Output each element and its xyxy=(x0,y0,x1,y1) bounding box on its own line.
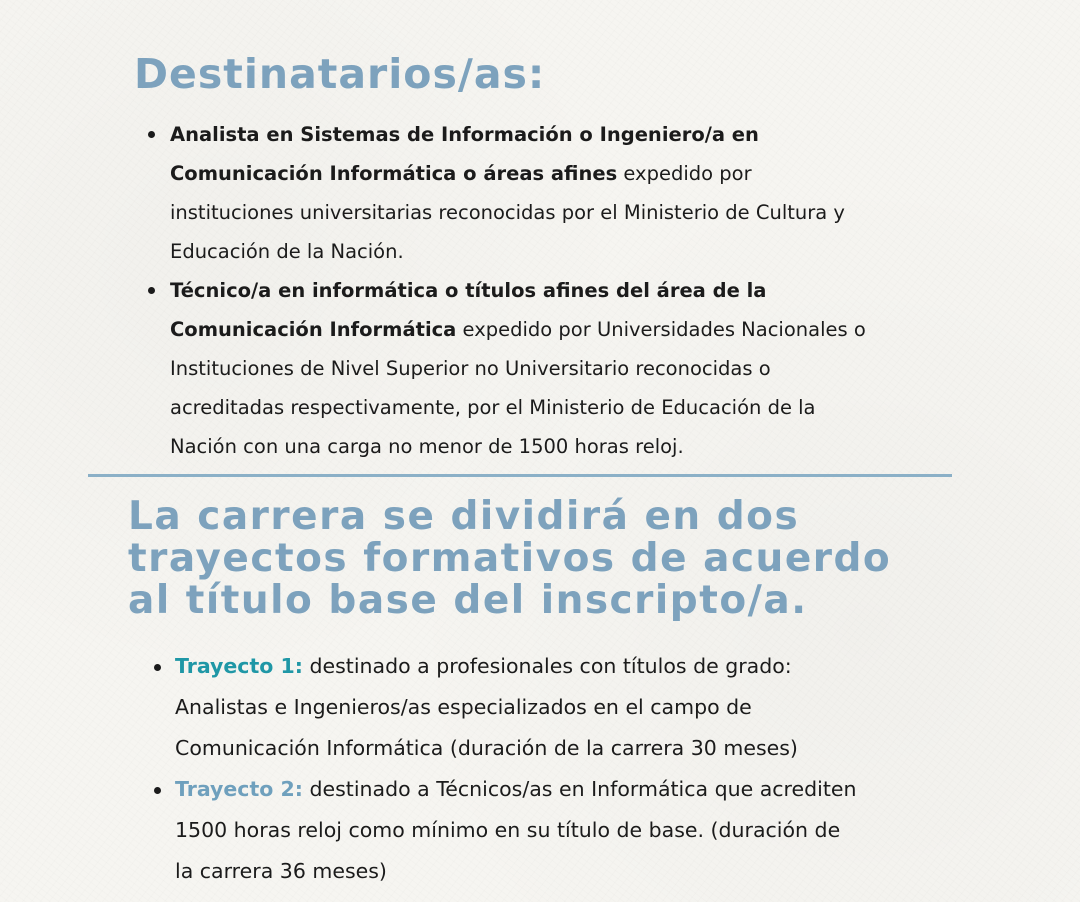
destinatarios-item-1-bold-text: Comunicación Informática o áreas afines xyxy=(170,162,618,185)
destinatarios-item-1-line-4: Educación de la Nación. xyxy=(170,240,404,263)
trayecto-item-2 xyxy=(175,769,975,892)
trayectos-heading-line-3: al título base del inscripto/a. xyxy=(128,578,808,623)
trayectos-heading xyxy=(128,496,891,622)
destinatarios-item-1-line-2 xyxy=(170,154,970,193)
trayecto-item-1 xyxy=(175,646,975,769)
trayecto-2-line-1 xyxy=(175,769,975,810)
destinatarios-item-2-line-3: Instituciones de Nivel Superior no Universitario reconocidas o xyxy=(170,357,771,380)
trayecto-2-line-2: 1500 horas reloj como mínimo en su título de base. (duración de xyxy=(175,818,841,842)
trayecto-1-text: destinado a profesionales con títulos de grado: xyxy=(302,654,792,678)
destinatarios-item-2-bold-text: Comunicación Informática xyxy=(170,318,457,341)
bullet-icon xyxy=(148,287,155,294)
destinatarios-item-analista xyxy=(170,115,970,271)
trayectos-list xyxy=(175,646,975,892)
destinatarios-item-1-line-1: Analista en Sistemas de Información o Ingeniero/a en xyxy=(170,123,759,146)
destinatarios-heading: Destinatarios/as: xyxy=(134,50,546,98)
trayectos-heading-line-2: trayectos formativos de acuerdo xyxy=(128,536,892,581)
destinatarios-item-2-line-1: Técnico/a en informática o títulos afines del área de la xyxy=(170,279,767,302)
bullet-icon xyxy=(154,787,161,794)
trayectos-heading-line-1: La carrera se dividirá en dos xyxy=(128,494,800,539)
trayecto-1-line-3: Comunicación Informática (duración de la carrera 30 meses) xyxy=(175,736,798,760)
trayecto-1-line-1 xyxy=(175,646,975,687)
trayecto-1-label: Trayecto 1: xyxy=(175,654,303,678)
destinatarios-list xyxy=(170,115,970,466)
bullet-icon xyxy=(148,131,155,138)
trayecto-2-label: Trayecto 2: xyxy=(175,777,303,801)
trayecto-2-line-3: la carrera 36 meses) xyxy=(175,859,387,883)
bullet-icon xyxy=(154,664,161,671)
trayecto-2-text: destinado a Técnicos/as en Informática que acrediten xyxy=(302,777,857,801)
section-divider xyxy=(88,474,952,477)
destinatarios-item-1-text: expedido por xyxy=(617,162,752,185)
destinatarios-item-1-line-3: instituciones universitarias reconocidas por el Ministerio de Cultura y xyxy=(170,201,845,224)
destinatarios-item-2-line-4: acreditadas respectivamente, por el Ministerio de Educación de la xyxy=(170,396,816,419)
destinatarios-item-2-line-2 xyxy=(170,310,970,349)
destinatarios-item-tecnico xyxy=(170,271,970,466)
destinatarios-item-2-text: expedido por Universidades Nacionales o xyxy=(456,318,866,341)
trayecto-1-line-2: Analistas e Ingenieros/as especializados en el campo de xyxy=(175,695,752,719)
destinatarios-item-2-line-5: Nación con una carga no menor de 1500 horas reloj. xyxy=(170,435,684,458)
